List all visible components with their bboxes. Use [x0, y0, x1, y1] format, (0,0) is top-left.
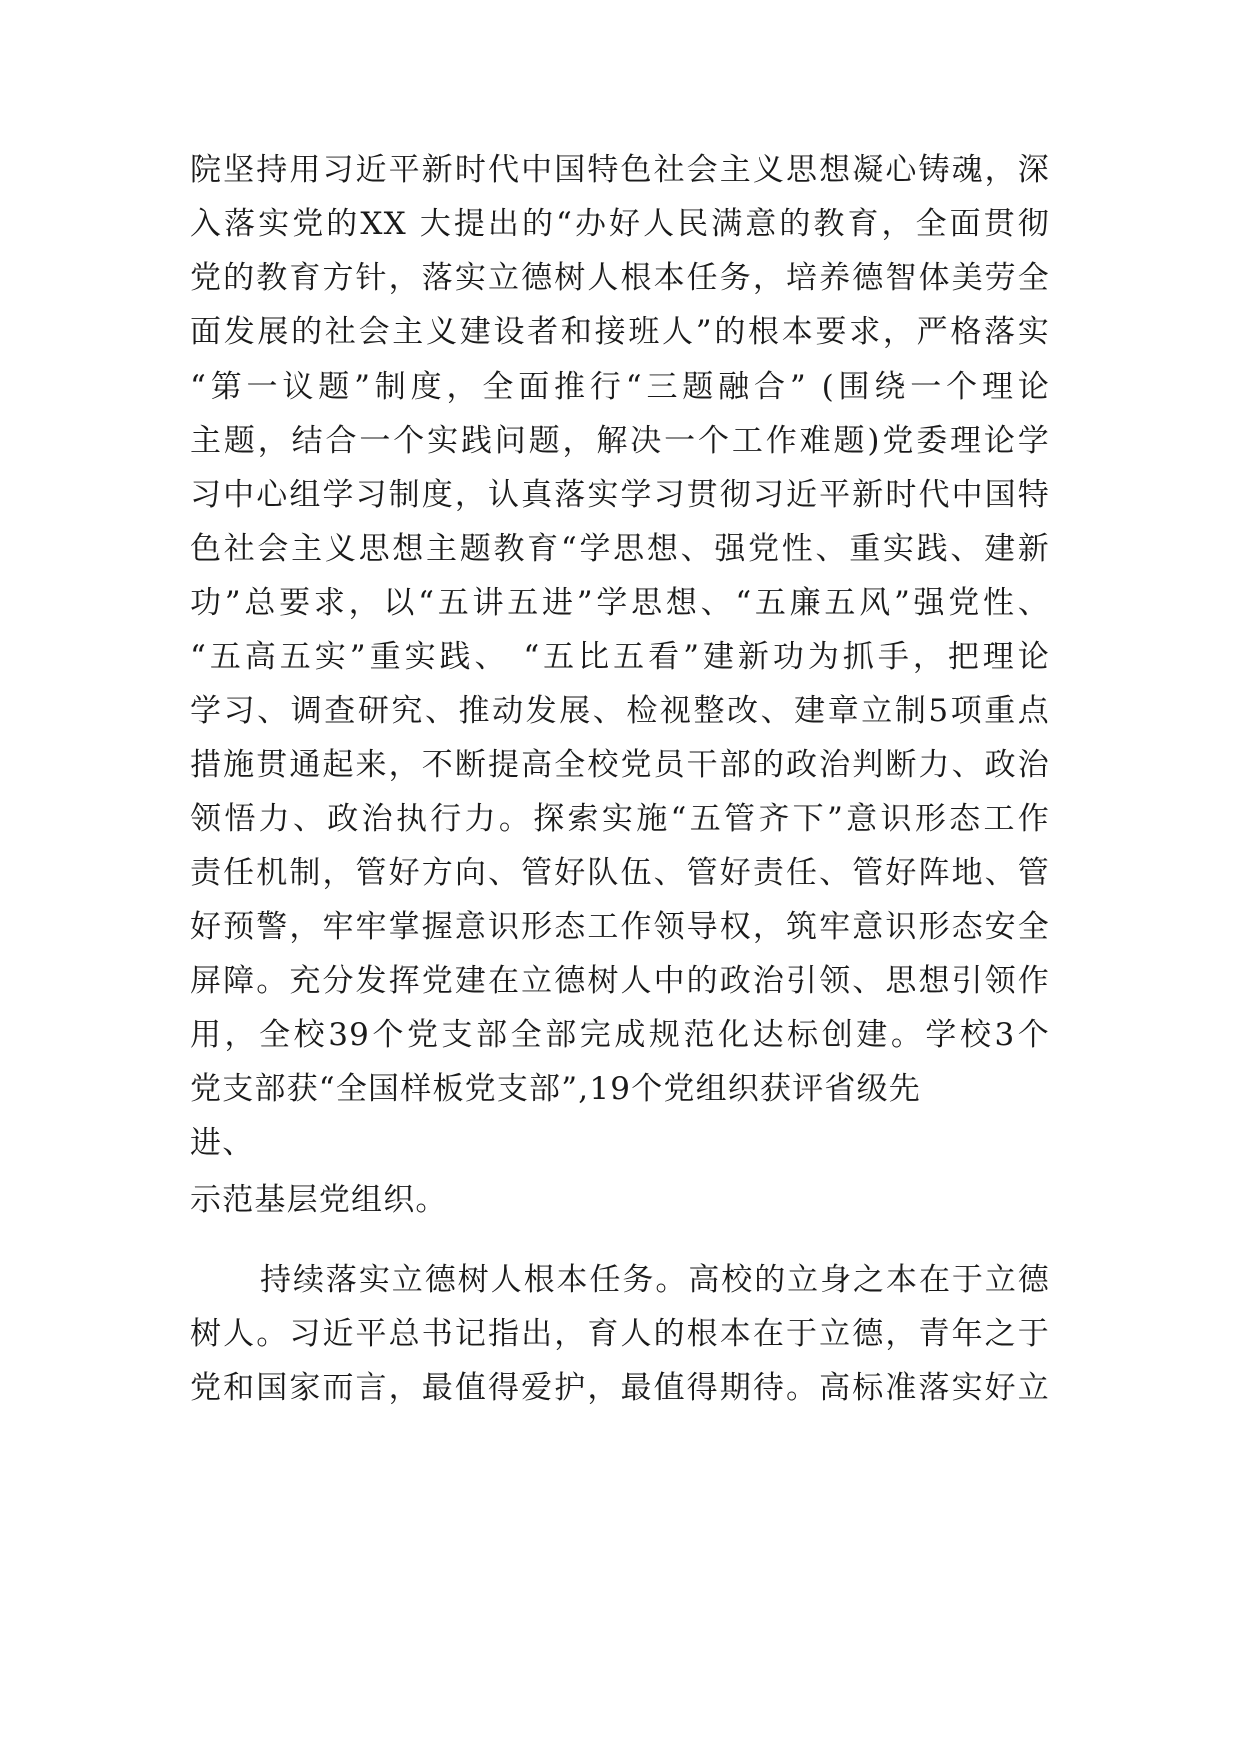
paragraph-first-line: 持续落实立德树人根本任务。高校的立身之本在于立德: [260, 1262, 1050, 1298]
text-line: 措施贯通起来，不断提高全校党员干部的政治判断力、政治: [190, 747, 1050, 783]
text-line: 习中心组学习制度，认真落实学习贯彻习近平新时代中国特: [190, 477, 1050, 513]
text-line: 主题，结合一个实践问题，解决一个工作难题)党委理论学: [190, 423, 1050, 459]
text-line: 色社会主义思想主题教育“学思想、强党性、重实践、建新: [190, 531, 1050, 567]
text-line: 屏障。充分发挥党建在立德树人中的政治引领、思想引领作: [190, 963, 1050, 999]
text-line: 领悟力、政治执行力。探索实施“五管齐下”意识形态工作: [190, 801, 1050, 837]
text-line: “五高五实”重实践、 “五比五看”建新功为抓手，把理论: [190, 639, 1050, 675]
text-line: 党和国家而言，最值得爱护，最值得期待。高标准落实好立: [190, 1370, 1050, 1406]
text-line: “第一议题”制度，全面推行“三题融合” (围绕一个理论: [190, 369, 1050, 405]
text-line: 示范基层党组织。: [190, 1182, 448, 1218]
text-line: 好预警，牢牢掌握意识形态工作领导权，筑牢意识形态安全: [190, 909, 1050, 945]
text-line: 用，全校39个党支部全部完成规范化达标创建。学校3个: [190, 1017, 1050, 1053]
text-line: 学习、调查研究、推动发展、检视整改、建章立制5项重点: [190, 693, 1050, 729]
text-line: 进、: [190, 1125, 255, 1161]
text-line: 功”总要求，以“五讲五进”学思想、“五廉五风”强党性、: [190, 585, 1050, 621]
text-line: 党支部获“全国样板党支部”,19个党组织获评省级先: [190, 1071, 921, 1107]
text-line: 党的教育方针，落实立德树人根本任务，培养德智体美劳全: [190, 260, 1050, 296]
text-line: 树人。习近平总书记指出，育人的根本在于立德，青年之于: [190, 1316, 1050, 1352]
text-line: 入落实党的XX 大提出的“办好人民满意的教育，全面贯彻: [190, 206, 1050, 242]
text-line: 院坚持用习近平新时代中国特色社会主义思想凝心铸魂，深: [190, 152, 1050, 188]
text-line: 责任机制，管好方向、管好队伍、管好责任、管好阵地、管: [190, 855, 1050, 891]
text-line: 面发展的社会主义建设者和接班人”的根本要求，严格落实: [190, 314, 1050, 350]
